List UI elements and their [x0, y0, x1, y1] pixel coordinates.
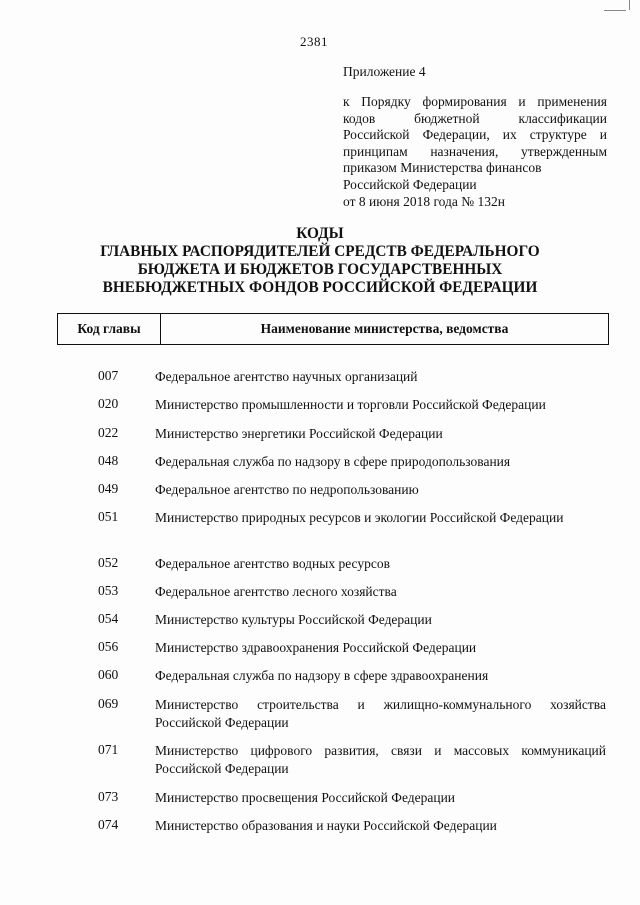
heading-line: ВНЕБЮДЖЕТНЫХ ФОНДОВ РОССИЙСКОЙ ФЕДЕРАЦИИ [102, 279, 538, 296]
row-code: 056 [98, 639, 119, 654]
row-name: Министерство образования и науки Российской Федерации [155, 818, 497, 833]
heading-line: КОДЫ [296, 225, 344, 242]
row-code: 051 [98, 509, 119, 524]
approval-line: к Порядку формирования и применения [343, 94, 607, 109]
column-header-name: Наименование министерства, ведомства [260, 321, 509, 336]
row-code: 054 [98, 611, 119, 626]
row-name: Министерство цифрового развития, связи и массовых коммуникаций Российской Федерации [155, 743, 606, 776]
table-header [57, 313, 609, 345]
row-code: 052 [98, 555, 119, 570]
row-name: Министерство энергетики Российской Федерации [155, 426, 443, 441]
row-code: 053 [98, 583, 119, 598]
approval-line: Российской Федерации [343, 176, 477, 192]
row-name: Федеральное агентство научных организаций [155, 369, 418, 384]
row-name: Министерство здравоохранения Российской Федерации [155, 640, 477, 655]
row-name: Министерство культуры Российской Федерации [155, 612, 432, 627]
page-number: 2381 [300, 34, 328, 49]
row-code: 020 [98, 396, 119, 411]
approval-line: приказом Министерства финансов [343, 160, 542, 176]
heading-line: ГЛАВНЫХ РАСПОРЯДИТЕЛЕЙ СРЕДСТВ ФЕДЕРАЛЬНОГО [100, 243, 540, 260]
row-code: 069 [98, 696, 119, 711]
approval-line: принципам назначения, утвержденным [343, 143, 607, 159]
row-code: 060 [98, 667, 119, 682]
approval-reference [343, 94, 607, 210]
row-code: 007 [98, 368, 119, 383]
row-name: Федеральное агентство по недропользованию [155, 482, 419, 497]
row-name: Федеральное агентство водных ресурсов [155, 556, 390, 571]
row-code: 049 [98, 481, 119, 496]
row-name: Федеральная служба по надзору в сфере природопользования [155, 454, 511, 469]
row-code: 074 [98, 817, 119, 832]
row-name: Министерство просвещения Российской Федерации [155, 790, 456, 805]
column-header-code: Код главы [58, 314, 161, 344]
row-code: 073 [98, 789, 119, 804]
document-heading [80, 225, 560, 297]
row-name: Министерство природных ресурсов и экологии Российской Федерации [155, 510, 564, 525]
row-code: 022 [98, 425, 119, 440]
row-code: 071 [98, 742, 119, 757]
row-name: Федеральное агентство лесного хозяйства [155, 584, 397, 599]
row-name: Министерство строительства и жилищно-коммунального хозяйства Российской Федерации [155, 697, 606, 730]
row-name: Министерство промышленности и торговли Российской Федерации [155, 397, 546, 412]
approval-line: от 8 июня 2018 года № 132н [343, 193, 505, 209]
appendix-title: Приложение 4 [343, 64, 426, 79]
scan-corner-mark [604, 0, 626, 11]
approval-line: Российской Федерации, их структуре и [343, 127, 607, 143]
heading-line: БЮДЖЕТА И БЮДЖЕТОВ ГОСУДАРСТВЕННЫХ [137, 261, 503, 278]
approval-line: кодов бюджетной классификации [343, 110, 607, 126]
row-name: Федеральная служба по надзору в сфере здравоохранения [155, 668, 489, 683]
row-code: 048 [98, 453, 119, 468]
